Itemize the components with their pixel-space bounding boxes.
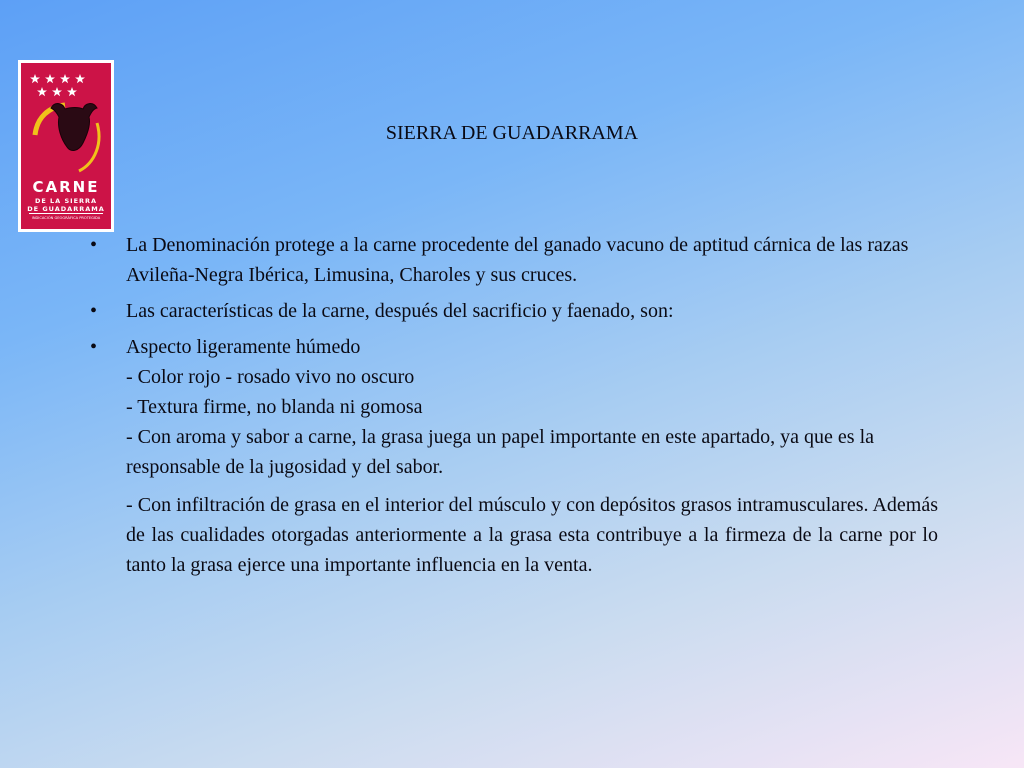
bullet-text: Las características de la carne, después del sacrificio y faenado, son: <box>126 300 674 322</box>
logo-subtitle-1: DE LA SIERRA <box>34 197 98 205</box>
carne-sierra-guadarrama-logo <box>18 60 114 232</box>
slide-content <box>90 230 938 580</box>
bullet-symbol: • <box>90 336 98 358</box>
slide-title: SIERRA DE GUADARRAMA <box>385 122 639 144</box>
bullet-item <box>90 230 938 290</box>
logo-subtitle-2: DE GUADARRAMA <box>27 205 105 213</box>
bullet-text: La Denominación protege a la carne procedente del ganado vacuno de aptitud cárnica de las razas Avileña-Negra Ibérica, Limusina, Charoles y sus cruces. <box>126 234 909 286</box>
body-paragraph: - Con infiltración de grasa en el interior del músculo y con depósitos grasos intramusculares. Además de las cualidades otorgadas anteriormente a la grasa esta contribuye a la firmeza de la carne por lo tanto la grasa ejerce una importante influencia en la venta. <box>126 494 938 576</box>
bullet-line: Aspecto ligeramente húmedo <box>126 336 361 358</box>
logo-divider <box>29 213 103 214</box>
logo-background <box>21 63 111 229</box>
bullet-item <box>90 296 938 326</box>
stars-icon <box>30 74 85 96</box>
bullet-line: - Textura firme, no blanda ni gomosa <box>126 396 423 418</box>
bullet-line: - Con aroma y sabor a carne, la grasa juega un papel importante en este apartado, ya que es la responsable de la jugosidad y del sabor. <box>126 426 875 478</box>
bullet-line: - Color rojo - rosado vivo no oscuro <box>126 366 415 388</box>
logo-subtitle-3: INDICACIÓN GEOGRÁFICA PROTEGIDA <box>31 216 101 220</box>
bullet-text <box>126 332 938 482</box>
bullet-item <box>90 332 938 482</box>
bullet-symbol: • <box>90 300 98 322</box>
bullet-symbol: • <box>90 234 98 256</box>
logo-carne-text: CARNE <box>32 178 100 196</box>
